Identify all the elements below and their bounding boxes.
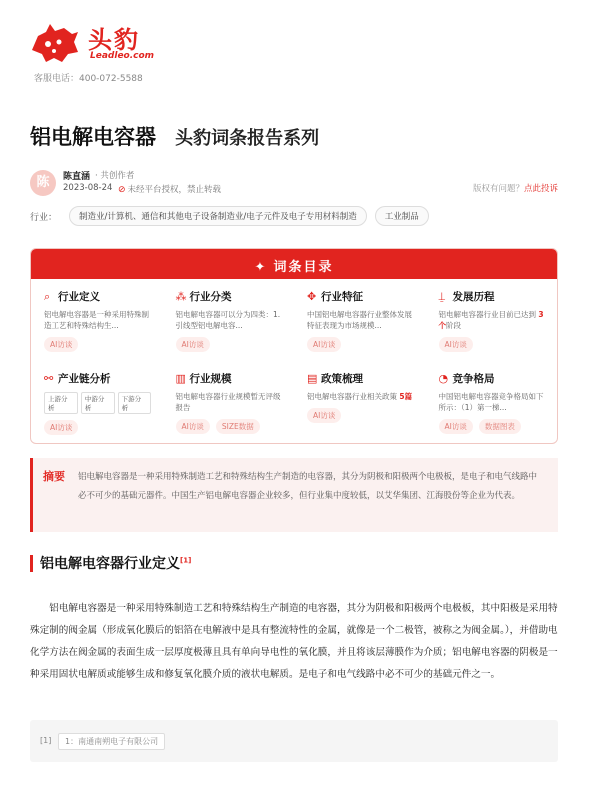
industry-label: 行业： [30, 212, 58, 223]
leopard-logo-icon [28, 22, 80, 64]
toc-desc-num: 3个 [438, 310, 544, 330]
toc-item-title: 政策梳理 [321, 373, 363, 385]
policy-icon: ▤ [307, 372, 318, 385]
brand-domain: Leadleo.com [90, 51, 155, 61]
toc-item-title: 行业规模 [189, 373, 232, 385]
copyright-question [473, 182, 558, 194]
toc-item-title: 行业分类 [189, 291, 232, 303]
section-body: 铝电解电容器是一种采用特殊制造工艺和特殊结构生产制造的电容器，其分为阴极和阳极两个电极板，其中阳极是采用特殊定制的阀金属（形成氧化膜后的铝箔在电解液中是具有整流特性的金属，就像是一个二极管，被称之为阀金属。），并借助电化学方法在阀金属的表面生成一层厚度极薄且具有单向导电性的氧化膜，并且将该层薄膜作为介质；铝电解电容器的阴极是一种采用固状电解质或能够生成和修复氧化膜介质的液状电解质。是电子和电气线路中必不可少的基础元件之一。 [30, 603, 558, 680]
reference-number: [1] [40, 736, 52, 745]
toc-item-title: 竞争格局 [452, 373, 495, 385]
industry-row [30, 206, 437, 226]
author-name[interactable]: 陈直涵 [63, 172, 91, 182]
industry-tag[interactable]: 工业制品 [375, 206, 429, 226]
reference-box [30, 720, 558, 762]
toc-item-desc: 铝电解电容器是一种采用特殊制造工艺和特殊结构生... [44, 310, 149, 330]
toc-panel [30, 248, 558, 444]
copyright-notice-text: 未经平台授权，禁止转载 [127, 185, 222, 195]
report-title: 铝电解电容器 [30, 125, 156, 149]
data-chart-chip[interactable]: 数据图表 [479, 419, 521, 434]
toc-item-desc: 中国铝电解电容器行业整体发展特征表现为市场规模... [307, 310, 412, 330]
toc-item-competition[interactable] [426, 361, 558, 443]
toc-desc-pre: 铝电解电容器行业相关政策 [307, 392, 397, 401]
industry-tag[interactable]: 制造业/计算机、通信和其他电子设备制造业/电子元件及电子专用材料制造 [69, 206, 367, 226]
toc-item-desc: 铝电解电容器可以分为四类：1.引线型铝电解电容... [175, 310, 281, 330]
toc-desc-num: 5篇 [399, 392, 413, 401]
bar-chart-icon: ▥ [175, 372, 186, 385]
toc-item-title: 行业定义 [58, 291, 100, 303]
publish-date: 2023-08-24 [63, 183, 113, 193]
avatar: 陈 [30, 170, 56, 196]
chain-midstream[interactable]: 中游分析 [81, 392, 115, 414]
toc-item-history[interactable] [426, 279, 558, 361]
toc-item-desc [307, 391, 418, 402]
search-icon: ⌕ [44, 289, 51, 303]
leadleo-logo[interactable] [28, 18, 158, 68]
chain-downstream[interactable]: 下游分析 [118, 392, 152, 414]
report-series: 头豹词条报告系列 [175, 128, 320, 149]
section-bar [30, 555, 33, 572]
toc-item-policy[interactable] [294, 361, 426, 443]
toc-item-title: 产业链分析 [58, 373, 111, 385]
toc-item-title: 发展历程 [452, 291, 495, 303]
section-heading [30, 553, 191, 573]
abstract-label: 摘要 [43, 470, 65, 483]
reference-item[interactable]: 1：南通南朔电子有限公司 [58, 733, 165, 750]
toc-desc-pre: 铝电解电容器行业目前已达到 [438, 310, 536, 319]
ai-interview-chip[interactable]: AI访谈 [307, 337, 341, 352]
brand-name: 头豹 [88, 26, 140, 54]
toc-header [31, 249, 557, 279]
toc-item-title: 行业特征 [321, 291, 363, 303]
toc-item-desc: 铝电解电容器行业规模暂无评级报告 [175, 392, 281, 412]
ai-interview-chip[interactable]: AI访谈 [44, 420, 78, 435]
toc-desc-post: 阶段 [446, 321, 461, 330]
ai-interview-chip[interactable]: AI访谈 [439, 337, 473, 352]
abstract-text: 铝电解电容器是一种采用特殊制造工艺和特殊结构生产制造的电容器，其分为阴极和阳极两个电极板，是电子和电气线路中必不可少的基础元器件。中国生产铝电解电容器企业较多，但行业集中度较低，以艾华集团、江海股份等企业为代表。 [78, 472, 538, 501]
toc-item-classification[interactable] [163, 279, 295, 361]
toc-item-chain[interactable] [31, 361, 163, 443]
reference-marker[interactable]: [1] [180, 556, 192, 565]
toc-item-scale[interactable] [163, 361, 295, 443]
section-title [40, 553, 191, 573]
toc-item-definition[interactable] [31, 279, 163, 361]
pie-chart-icon: ◔ [438, 372, 449, 385]
ai-interview-chip[interactable]: AI访谈 [176, 419, 210, 434]
hotline: 客服电话：400-072-5588 [34, 74, 143, 84]
page-title [30, 121, 319, 151]
size-data-chip[interactable]: SIZE数据 [216, 419, 260, 434]
chain-upstream[interactable]: 上游分析 [44, 392, 78, 414]
toc-item-desc: 中国铝电解电容器竞争格局如下所示：（1）第一梯... [438, 392, 544, 412]
section-title-text: 铝电解电容器行业定义 [40, 556, 180, 572]
complaint-link[interactable]: 点此投诉 [523, 184, 558, 194]
toc-item-desc [439, 309, 550, 331]
toc-header-text: 词条目录 [273, 260, 334, 275]
feature-icon: ✥ [307, 290, 317, 303]
leopard-icon: ✦ [254, 260, 268, 275]
toc-grid [31, 279, 557, 443]
history-icon: ⍊ [438, 289, 446, 303]
prohibited-icon: ⊘ [118, 185, 126, 195]
toc-item-features[interactable] [294, 279, 426, 361]
author-role: · 共创作者 [95, 171, 135, 181]
abstract-box [30, 458, 558, 532]
ai-interview-chip[interactable]: AI访谈 [307, 408, 341, 423]
classification-icon: ⁂ [175, 290, 187, 303]
ai-interview-chip[interactable]: AI访谈 [439, 419, 473, 434]
chain-icon: ⚯ [44, 372, 54, 385]
ai-interview-chip[interactable]: AI访谈 [176, 337, 210, 352]
ai-interview-chip[interactable]: AI访谈 [44, 337, 78, 352]
copyright-question-text: 版权有问题？ [472, 184, 524, 194]
copyright-notice [118, 183, 221, 195]
toc-header-title [255, 256, 334, 275]
